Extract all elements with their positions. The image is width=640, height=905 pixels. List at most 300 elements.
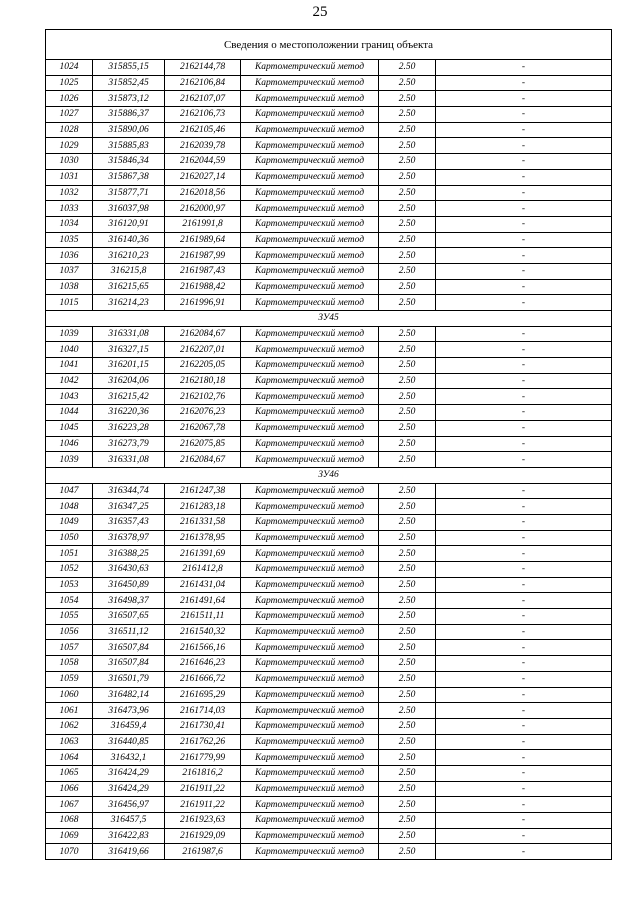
accuracy-cell: 2.50 (379, 358, 436, 374)
point-number-cell: 1051 (46, 546, 93, 562)
method-cell: Картометрический метод (241, 640, 379, 656)
y-coordinate-cell: 2161730,41 (165, 718, 241, 734)
accuracy-cell: 2.50 (379, 263, 436, 279)
x-coordinate-cell: 316507,65 (93, 609, 165, 625)
method-cell: Картометрический метод (241, 499, 379, 515)
method-cell: Картометрический метод (241, 436, 379, 452)
y-coordinate-cell: 2162205,05 (165, 358, 241, 374)
description-cell: - (436, 813, 612, 829)
description-cell: - (436, 138, 612, 154)
description-cell: - (436, 734, 612, 750)
y-coordinate-cell: 2161331,58 (165, 514, 241, 530)
x-coordinate-cell: 316215,42 (93, 389, 165, 405)
point-number-cell: 1058 (46, 656, 93, 672)
description-cell: - (436, 358, 612, 374)
description-cell: - (436, 248, 612, 264)
y-coordinate-cell: 2161378,95 (165, 530, 241, 546)
table-row (46, 671, 612, 687)
description-cell: - (436, 60, 612, 76)
table-row (46, 483, 612, 499)
description-cell: - (436, 295, 612, 311)
point-number-cell: 1063 (46, 734, 93, 750)
table-row (46, 530, 612, 546)
table-row (46, 122, 612, 138)
point-number-cell: 1059 (46, 671, 93, 687)
y-coordinate-cell: 2162076,23 (165, 405, 241, 421)
y-coordinate-cell: 2161923,63 (165, 813, 241, 829)
accuracy-cell: 2.50 (379, 640, 436, 656)
table-title: Сведения о местоположении границ объекта (46, 30, 612, 60)
y-coordinate-cell: 2161566,16 (165, 640, 241, 656)
y-coordinate-cell: 2162106,73 (165, 107, 241, 123)
table-row (46, 342, 612, 358)
y-coordinate-cell: 2161412,8 (165, 562, 241, 578)
y-coordinate-cell: 2161666,72 (165, 671, 241, 687)
description-cell: - (436, 154, 612, 170)
description-cell: - (436, 687, 612, 703)
table-row (46, 216, 612, 232)
x-coordinate-cell: 316220,36 (93, 405, 165, 421)
description-cell: - (436, 765, 612, 781)
point-number-cell: 1049 (46, 514, 93, 530)
y-coordinate-cell: 2161695,29 (165, 687, 241, 703)
accuracy-cell: 2.50 (379, 577, 436, 593)
accuracy-cell: 2.50 (379, 844, 436, 860)
section-label: ЗУ45 (46, 311, 612, 327)
x-coordinate-cell: 316419,66 (93, 844, 165, 860)
point-number-cell: 1041 (46, 358, 93, 374)
accuracy-cell: 2.50 (379, 609, 436, 625)
section-label: ЗУ46 (46, 467, 612, 483)
description-cell: - (436, 342, 612, 358)
description-cell: - (436, 514, 612, 530)
point-number-cell: 1030 (46, 154, 93, 170)
method-cell: Картометрический метод (241, 232, 379, 248)
point-number-cell: 1039 (46, 452, 93, 468)
accuracy-cell: 2.50 (379, 326, 436, 342)
y-coordinate-cell: 2161431,04 (165, 577, 241, 593)
table-row (46, 781, 612, 797)
description-cell: - (436, 107, 612, 123)
y-coordinate-cell: 2162027,14 (165, 169, 241, 185)
accuracy-cell: 2.50 (379, 185, 436, 201)
point-number-cell: 1053 (46, 577, 93, 593)
accuracy-cell: 2.50 (379, 499, 436, 515)
description-cell: - (436, 609, 612, 625)
table-row (46, 546, 612, 562)
point-number-cell: 1031 (46, 169, 93, 185)
method-cell: Картометрический метод (241, 718, 379, 734)
table-row (46, 373, 612, 389)
method-cell: Картометрический метод (241, 687, 379, 703)
table-row (46, 593, 612, 609)
y-coordinate-cell: 2161714,03 (165, 703, 241, 719)
description-cell: - (436, 75, 612, 91)
table-row (46, 75, 612, 91)
method-cell: Картометрический метод (241, 844, 379, 860)
accuracy-cell: 2.50 (379, 687, 436, 703)
y-coordinate-cell: 2161987,43 (165, 263, 241, 279)
y-coordinate-cell: 2161646,23 (165, 656, 241, 672)
y-coordinate-cell: 2161987,99 (165, 248, 241, 264)
description-cell: - (436, 828, 612, 844)
y-coordinate-cell: 2161911,22 (165, 797, 241, 813)
x-coordinate-cell: 316459,4 (93, 718, 165, 734)
description-cell: - (436, 279, 612, 295)
y-coordinate-cell: 2161540,32 (165, 624, 241, 640)
x-coordinate-cell: 316327,15 (93, 342, 165, 358)
accuracy-cell: 2.50 (379, 295, 436, 311)
point-number-cell: 1050 (46, 530, 93, 546)
y-coordinate-cell: 2162106,84 (165, 75, 241, 91)
method-cell: Картометрический метод (241, 75, 379, 91)
point-number-cell: 1042 (46, 373, 93, 389)
accuracy-cell: 2.50 (379, 154, 436, 170)
accuracy-cell: 2.50 (379, 389, 436, 405)
x-coordinate-cell: 316204,06 (93, 373, 165, 389)
table-row (46, 436, 612, 452)
x-coordinate-cell: 315886,37 (93, 107, 165, 123)
description-cell: - (436, 326, 612, 342)
method-cell: Картометрический метод (241, 326, 379, 342)
y-coordinate-cell: 2162102,76 (165, 389, 241, 405)
y-coordinate-cell: 2161491,64 (165, 593, 241, 609)
x-coordinate-cell: 316511,12 (93, 624, 165, 640)
x-coordinate-cell: 316215,8 (93, 263, 165, 279)
table-row (46, 514, 612, 530)
method-cell: Картометрический метод (241, 60, 379, 76)
description-cell: - (436, 91, 612, 107)
x-coordinate-cell: 316344,74 (93, 483, 165, 499)
accuracy-cell: 2.50 (379, 201, 436, 217)
description-cell: - (436, 844, 612, 860)
accuracy-cell: 2.50 (379, 593, 436, 609)
y-coordinate-cell: 2162000,97 (165, 201, 241, 217)
method-cell: Картометрический метод (241, 514, 379, 530)
x-coordinate-cell: 316201,15 (93, 358, 165, 374)
y-coordinate-cell: 2162180,18 (165, 373, 241, 389)
x-coordinate-cell: 316378,97 (93, 530, 165, 546)
table-row (46, 389, 612, 405)
point-number-cell: 1026 (46, 91, 93, 107)
point-number-cell: 1029 (46, 138, 93, 154)
point-number-cell: 1052 (46, 562, 93, 578)
description-cell: - (436, 546, 612, 562)
x-coordinate-cell: 315885,83 (93, 138, 165, 154)
method-cell: Картометрический метод (241, 342, 379, 358)
accuracy-cell: 2.50 (379, 797, 436, 813)
point-number-cell: 1036 (46, 248, 93, 264)
accuracy-cell: 2.50 (379, 703, 436, 719)
description-cell: - (436, 797, 612, 813)
method-cell: Картометрический метод (241, 122, 379, 138)
y-coordinate-cell: 2161816,2 (165, 765, 241, 781)
table-row (46, 263, 612, 279)
point-number-cell: 1045 (46, 420, 93, 436)
x-coordinate-cell: 316473,96 (93, 703, 165, 719)
point-number-cell: 1068 (46, 813, 93, 829)
table-row (46, 248, 612, 264)
description-cell: - (436, 201, 612, 217)
y-coordinate-cell: 2161991,8 (165, 216, 241, 232)
accuracy-cell: 2.50 (379, 216, 436, 232)
table-row (46, 420, 612, 436)
x-coordinate-cell: 316456,97 (93, 797, 165, 813)
method-cell: Картометрический метод (241, 703, 379, 719)
method-cell: Картометрический метод (241, 185, 379, 201)
description-cell: - (436, 122, 612, 138)
accuracy-cell: 2.50 (379, 781, 436, 797)
description-cell: - (436, 703, 612, 719)
method-cell: Картометрический метод (241, 248, 379, 264)
accuracy-cell: 2.50 (379, 813, 436, 829)
x-coordinate-cell: 315867,38 (93, 169, 165, 185)
point-number-cell: 1061 (46, 703, 93, 719)
x-coordinate-cell: 315855,15 (93, 60, 165, 76)
x-coordinate-cell: 316457,5 (93, 813, 165, 829)
table-row (46, 499, 612, 515)
table-row (46, 405, 612, 421)
method-cell: Картометрический метод (241, 483, 379, 499)
method-cell: Картометрический метод (241, 295, 379, 311)
description-cell: - (436, 499, 612, 515)
x-coordinate-cell: 316430,63 (93, 562, 165, 578)
point-number-cell: 1067 (46, 797, 93, 813)
table-row (46, 185, 612, 201)
table-title-row (46, 30, 612, 60)
accuracy-cell: 2.50 (379, 279, 436, 295)
table-row (46, 154, 612, 170)
accuracy-cell: 2.50 (379, 828, 436, 844)
point-number-cell: 1065 (46, 765, 93, 781)
accuracy-cell: 2.50 (379, 452, 436, 468)
table-row (46, 60, 612, 76)
method-cell: Картометрический метод (241, 562, 379, 578)
table-row (46, 107, 612, 123)
point-number-cell: 1062 (46, 718, 93, 734)
method-cell: Картометрический метод (241, 828, 379, 844)
method-cell: Картометрический метод (241, 452, 379, 468)
accuracy-cell: 2.50 (379, 122, 436, 138)
point-number-cell: 1028 (46, 122, 93, 138)
accuracy-cell: 2.50 (379, 232, 436, 248)
accuracy-cell: 2.50 (379, 169, 436, 185)
method-cell: Картометрический метод (241, 420, 379, 436)
y-coordinate-cell: 2161911,22 (165, 781, 241, 797)
method-cell: Картометрический метод (241, 201, 379, 217)
y-coordinate-cell: 2162107,07 (165, 91, 241, 107)
accuracy-cell: 2.50 (379, 373, 436, 389)
method-cell: Картометрический метод (241, 624, 379, 640)
table-row (46, 326, 612, 342)
table-row (46, 624, 612, 640)
point-number-cell: 1043 (46, 389, 93, 405)
x-coordinate-cell: 316482,14 (93, 687, 165, 703)
accuracy-cell: 2.50 (379, 656, 436, 672)
x-coordinate-cell: 316440,85 (93, 734, 165, 750)
accuracy-cell: 2.50 (379, 514, 436, 530)
point-number-cell: 1037 (46, 263, 93, 279)
x-coordinate-cell: 316273,79 (93, 436, 165, 452)
table-row (46, 718, 612, 734)
method-cell: Картометрический метод (241, 546, 379, 562)
y-coordinate-cell: 2161929,09 (165, 828, 241, 844)
point-number-cell: 1044 (46, 405, 93, 421)
y-coordinate-cell: 2161996,91 (165, 295, 241, 311)
method-cell: Картометрический метод (241, 530, 379, 546)
point-number-cell: 1057 (46, 640, 93, 656)
y-coordinate-cell: 2161989,64 (165, 232, 241, 248)
method-cell: Картометрический метод (241, 107, 379, 123)
x-coordinate-cell: 316140,36 (93, 232, 165, 248)
y-coordinate-cell: 2161987,6 (165, 844, 241, 860)
x-coordinate-cell: 316215,65 (93, 279, 165, 295)
method-cell: Картометрический метод (241, 154, 379, 170)
accuracy-cell: 2.50 (379, 562, 436, 578)
x-coordinate-cell: 316388,25 (93, 546, 165, 562)
description-cell: - (436, 216, 612, 232)
table-row (46, 138, 612, 154)
description-cell: - (436, 593, 612, 609)
accuracy-cell: 2.50 (379, 750, 436, 766)
x-coordinate-cell: 315846,34 (93, 154, 165, 170)
x-coordinate-cell: 315890,06 (93, 122, 165, 138)
point-number-cell: 1048 (46, 499, 93, 515)
point-number-cell: 1027 (46, 107, 93, 123)
point-number-cell: 1056 (46, 624, 93, 640)
y-coordinate-cell: 2162039,78 (165, 138, 241, 154)
point-number-cell: 1034 (46, 216, 93, 232)
description-cell: - (436, 656, 612, 672)
section-header-row (46, 467, 612, 483)
x-coordinate-cell: 316331,08 (93, 452, 165, 468)
point-number-cell: 1024 (46, 60, 93, 76)
x-coordinate-cell: 316498,37 (93, 593, 165, 609)
x-coordinate-cell: 316450,89 (93, 577, 165, 593)
method-cell: Картометрический метод (241, 279, 379, 295)
description-cell: - (436, 263, 612, 279)
x-coordinate-cell: 316347,25 (93, 499, 165, 515)
point-number-cell: 1070 (46, 844, 93, 860)
accuracy-cell: 2.50 (379, 671, 436, 687)
description-cell: - (436, 373, 612, 389)
table-row (46, 703, 612, 719)
table-row (46, 169, 612, 185)
y-coordinate-cell: 2162105,46 (165, 122, 241, 138)
description-cell: - (436, 530, 612, 546)
y-coordinate-cell: 2161247,38 (165, 483, 241, 499)
method-cell: Картометрический метод (241, 671, 379, 687)
method-cell: Картометрический метод (241, 389, 379, 405)
accuracy-cell: 2.50 (379, 107, 436, 123)
x-coordinate-cell: 315877,71 (93, 185, 165, 201)
method-cell: Картометрический метод (241, 138, 379, 154)
x-coordinate-cell: 316037,98 (93, 201, 165, 217)
method-cell: Картометрический метод (241, 656, 379, 672)
x-coordinate-cell: 316214,23 (93, 295, 165, 311)
description-cell: - (436, 232, 612, 248)
table-row (46, 844, 612, 860)
accuracy-cell: 2.50 (379, 75, 436, 91)
table-row (46, 687, 612, 703)
x-coordinate-cell: 316432,1 (93, 750, 165, 766)
x-coordinate-cell: 316507,84 (93, 656, 165, 672)
boundary-coordinates-table (45, 29, 612, 860)
description-cell: - (436, 185, 612, 201)
x-coordinate-cell: 315873,12 (93, 91, 165, 107)
description-cell: - (436, 483, 612, 499)
x-coordinate-cell: 316422,83 (93, 828, 165, 844)
y-coordinate-cell: 2161779,99 (165, 750, 241, 766)
y-coordinate-cell: 2162044,59 (165, 154, 241, 170)
table-row (46, 609, 612, 625)
x-coordinate-cell: 316507,84 (93, 640, 165, 656)
description-cell: - (436, 452, 612, 468)
method-cell: Картометрический метод (241, 169, 379, 185)
description-cell: - (436, 420, 612, 436)
accuracy-cell: 2.50 (379, 91, 436, 107)
x-coordinate-cell: 316223,28 (93, 420, 165, 436)
accuracy-cell: 2.50 (379, 420, 436, 436)
point-number-cell: 1047 (46, 483, 93, 499)
accuracy-cell: 2.50 (379, 624, 436, 640)
description-cell: - (436, 436, 612, 452)
table-row (46, 750, 612, 766)
y-coordinate-cell: 2161511,11 (165, 609, 241, 625)
table-row (46, 91, 612, 107)
y-coordinate-cell: 2161283,18 (165, 499, 241, 515)
point-number-cell: 1033 (46, 201, 93, 217)
accuracy-cell: 2.50 (379, 436, 436, 452)
point-number-cell: 1046 (46, 436, 93, 452)
x-coordinate-cell: 316210,23 (93, 248, 165, 264)
method-cell: Картометрический метод (241, 577, 379, 593)
y-coordinate-cell: 2162207,01 (165, 342, 241, 358)
description-cell: - (436, 169, 612, 185)
point-number-cell: 1055 (46, 609, 93, 625)
description-cell: - (436, 781, 612, 797)
table-row (46, 452, 612, 468)
accuracy-cell: 2.50 (379, 248, 436, 264)
accuracy-cell: 2.50 (379, 483, 436, 499)
y-coordinate-cell: 2162144,78 (165, 60, 241, 76)
description-cell: - (436, 562, 612, 578)
method-cell: Картометрический метод (241, 797, 379, 813)
method-cell: Картометрический метод (241, 358, 379, 374)
x-coordinate-cell: 316331,08 (93, 326, 165, 342)
x-coordinate-cell: 316424,29 (93, 765, 165, 781)
point-number-cell: 1069 (46, 828, 93, 844)
method-cell: Картометрический метод (241, 593, 379, 609)
description-cell: - (436, 640, 612, 656)
description-cell: - (436, 624, 612, 640)
method-cell: Картометрический метод (241, 91, 379, 107)
accuracy-cell: 2.50 (379, 342, 436, 358)
method-cell: Картометрический метод (241, 734, 379, 750)
method-cell: Картометрический метод (241, 263, 379, 279)
table-row (46, 797, 612, 813)
method-cell: Картометрический метод (241, 781, 379, 797)
description-cell: - (436, 750, 612, 766)
method-cell: Картометрический метод (241, 750, 379, 766)
accuracy-cell: 2.50 (379, 138, 436, 154)
table-row (46, 828, 612, 844)
y-coordinate-cell: 2162067,78 (165, 420, 241, 436)
y-coordinate-cell: 2162084,67 (165, 326, 241, 342)
table-row (46, 232, 612, 248)
table-row (46, 813, 612, 829)
x-coordinate-cell: 316357,43 (93, 514, 165, 530)
